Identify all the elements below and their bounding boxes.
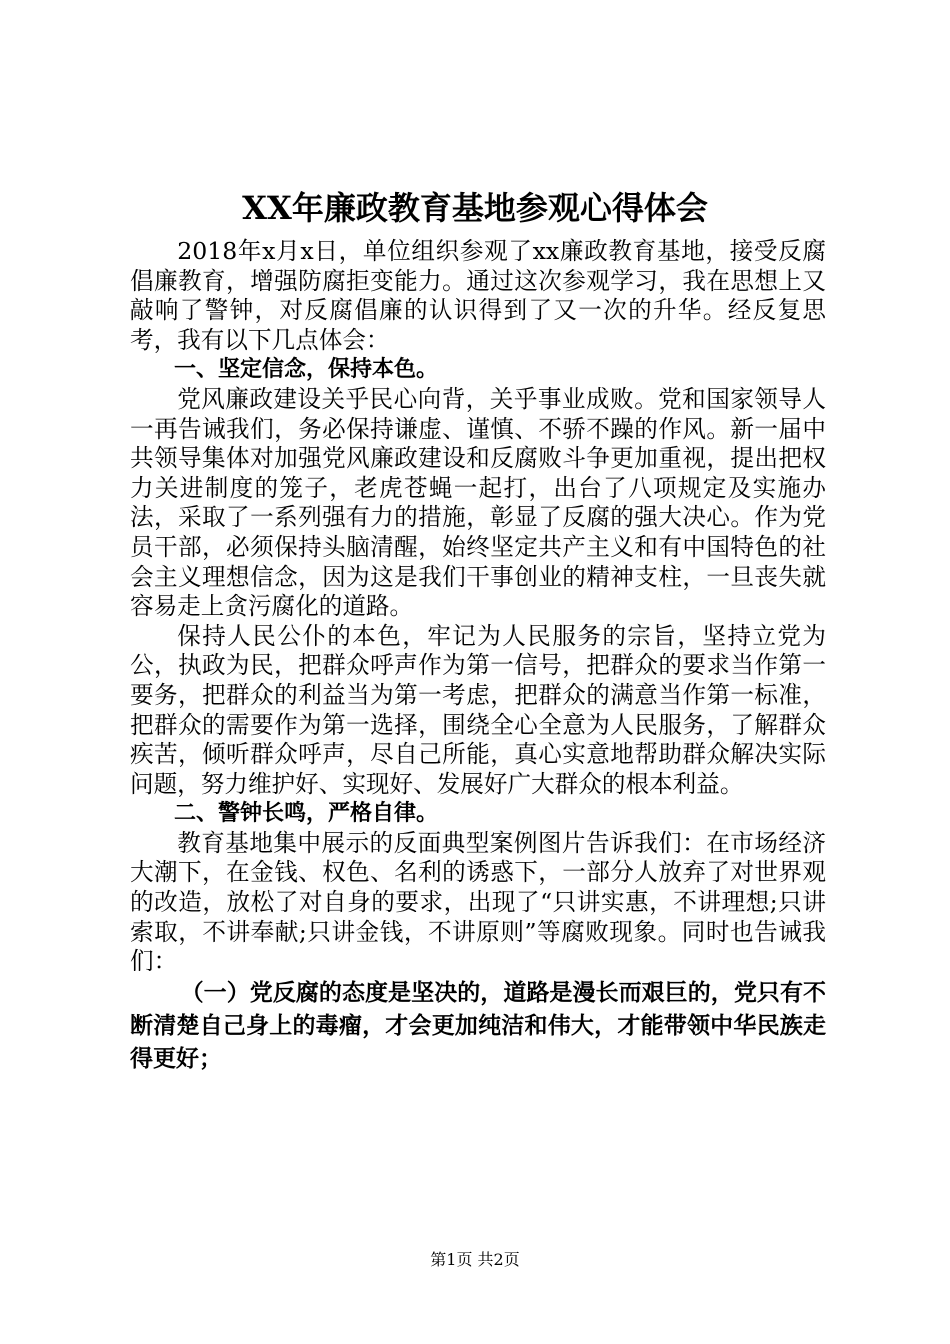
document-title: XX年廉政教育基地参观心得体会 [242, 189, 708, 227]
paragraph-1: 党风廉政建设关乎民心向背，关乎事业成败。党和国家领导人一再告诫我们，务必保持谦虚、谨慎、不骄不躁的作风。新一届中共领导集体对加强党风廉政建设和反腐败斗争更加重视，提出把权力关进制度的笼子，老虎苍蝇一起打，出台了八项规定及实施办法，采取了一系列强有力的措施，彰显了反腐的强大决心。作为党员干部，必须保持头脑清醒，始终坚定共产主义和有中国特色的社会主义理想信念，因为这是我们干事创业的精神支柱，一旦丧失就容易走上贪污腐化的道路。 [130, 384, 826, 621]
paragraph-3: 教育基地集中展示的反面典型案例图片告诉我们：在市场经济大潮下，在金钱、权色、名利的诱惑下，一部分人放弃了对世界观的改造，放松了对自身的要求，出现了“只讲实惠，不讲理想;只讲索取，不讲奉献;只讲金钱，不讲原则”等腐败现象。同时也告诫我们： [130, 828, 826, 976]
paragraph-2: 保持人民公仆的本色，牢记为人民服务的宗旨，坚持立党为公，执政为民，把群众呼声作为第一信号，把群众的要求当作第一要务，把群众的利益当为第一考虑，把群众的满意当作第一标准，把群众的需要作为第一选择，围绕全心全意为人民服务，了解群众疾苦，倾听群众呼声，尽自己所能，真心实意地帮助群众解决实际问题，努力维护好、实现好、发展好广大群众的根本利益。 [130, 621, 826, 798]
section-heading-2: 二、警钟长鸣，严格自律。 [174, 801, 439, 827]
paragraph-intro: 2018年x月x日，单位组织参观了xx廉政教育基地，接受反腐倡廉教育，增强防腐拒变能力。通过这次参观学习，我在思想上又敲响了警钟，对反腐倡廉的认识得到了又一次的升华。经反复思考，我有以下几点体会： [130, 237, 826, 354]
section-heading-1: 一、坚定信念，保持本色。 [174, 357, 439, 383]
paragraph-bold-point-1: （一）党反腐的态度是坚决的，道路是漫长而艰巨的，党只有不断清楚自己身上的毒瘤，才会更加纯洁和伟大，才能带领中华民族走得更好； [130, 979, 826, 1072]
page-footer: 第1页 共2页 [430, 1250, 520, 1269]
document-body [130, 237, 826, 1076]
